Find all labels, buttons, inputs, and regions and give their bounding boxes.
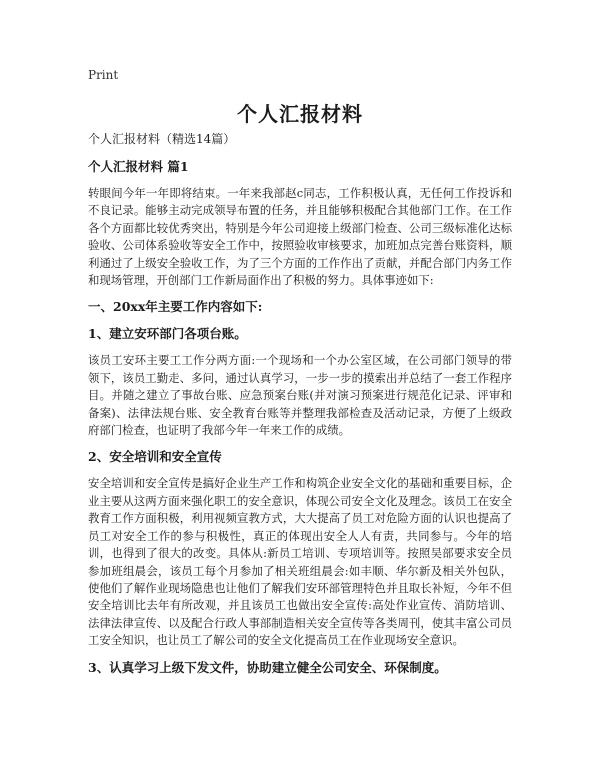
print-label[interactable]: Print xyxy=(88,68,119,82)
ledgers-paragraph: 该员工安环主要工工作分两方面:一个现场和一个办公室区域，在公司部门领导的带领下，该员工勤走、多问，通过认真学习，一步一步的摸索出并总结了一套工作程序目。并随之建立了事故台账、应急预案台账(并对演习预案进行规范化记录、评审和备案)、法律法规台账、安全教育台账等并整理我部检查及活动记录，方便了上级政府部门检查，也证明了我部今年一年来工作的成绩。 xyxy=(88,353,512,438)
training-paragraph: 安全培训和安全宣传是搞好企业生产工作和构筑企业安全文化的基础和重要目标，企业主要从这两方面来强化职工的安全意识，体现公司安全文化及理念。该员工在安全教育工作方面积极，利用视频宣教方式，大大提高了员工对危险方面的认识也提高了员工对安全工作的参与积极性，真正的体现出安全人人有责，共同参与。今年的培训，也得到了很大的改变。具体从:新员工培训、专项培训等。按照吴部要求安全员参加班组晨会，该员工每个月参加了相关班组晨会:如丰顺、华尔新及相关外包队，使他们了解作业现场隐患也让他们了解我们安环部管理特色并且取长补短，今年不但安全培训比去年有所改观，并且该员工也做出安全宣传:高处作业宣传、消防培训、法律法律宣传、以及配合行政人事部制造相关安全宣传等各类周刊，使其丰富公司员工安全知识，也让员工了解公司的安全文化提高员工在作业现场安全意识。 xyxy=(88,476,512,648)
intro-paragraph: 转眼间今年一年即将结束。一年来我部赵c同志，工作积极认真，无任何工作投诉和不良记录。能够主动完成领导布置的任务，并且能够积极配合其他部门工作。在工作各个方面都比较优秀突出，特别是今年公司迎接上级部门检查、公司三级标准化达标验收、公司体系验收等安全工作中，按照验收审核要求，加班加点完善台账资料，顺利通过了上级安全验收工作，为了三个方面的工作作出了贡献，并配合部门内务工作和现场管理，开创部门工作新局面作出了积极的努力。具体事迹如下: xyxy=(88,186,512,288)
document-subtitle: 个人汇报材料（精选14篇） xyxy=(88,132,236,146)
heading-study-documents: 3、认真学习上级下发文件，协助建立健全公司安全、环保制度。 xyxy=(88,659,447,675)
heading-ledgers: 1、建立安环部门各项台账。 xyxy=(88,326,247,342)
document-body xyxy=(88,130,512,686)
heading-main-work: 一、20xx年主要工作内容如下: xyxy=(88,299,263,315)
section-heading: 个人汇报材料 篇1 xyxy=(88,159,189,174)
page-title: 个人汇报材料 xyxy=(237,102,363,126)
heading-training: 2、安全培训和安全宣传 xyxy=(88,449,222,465)
